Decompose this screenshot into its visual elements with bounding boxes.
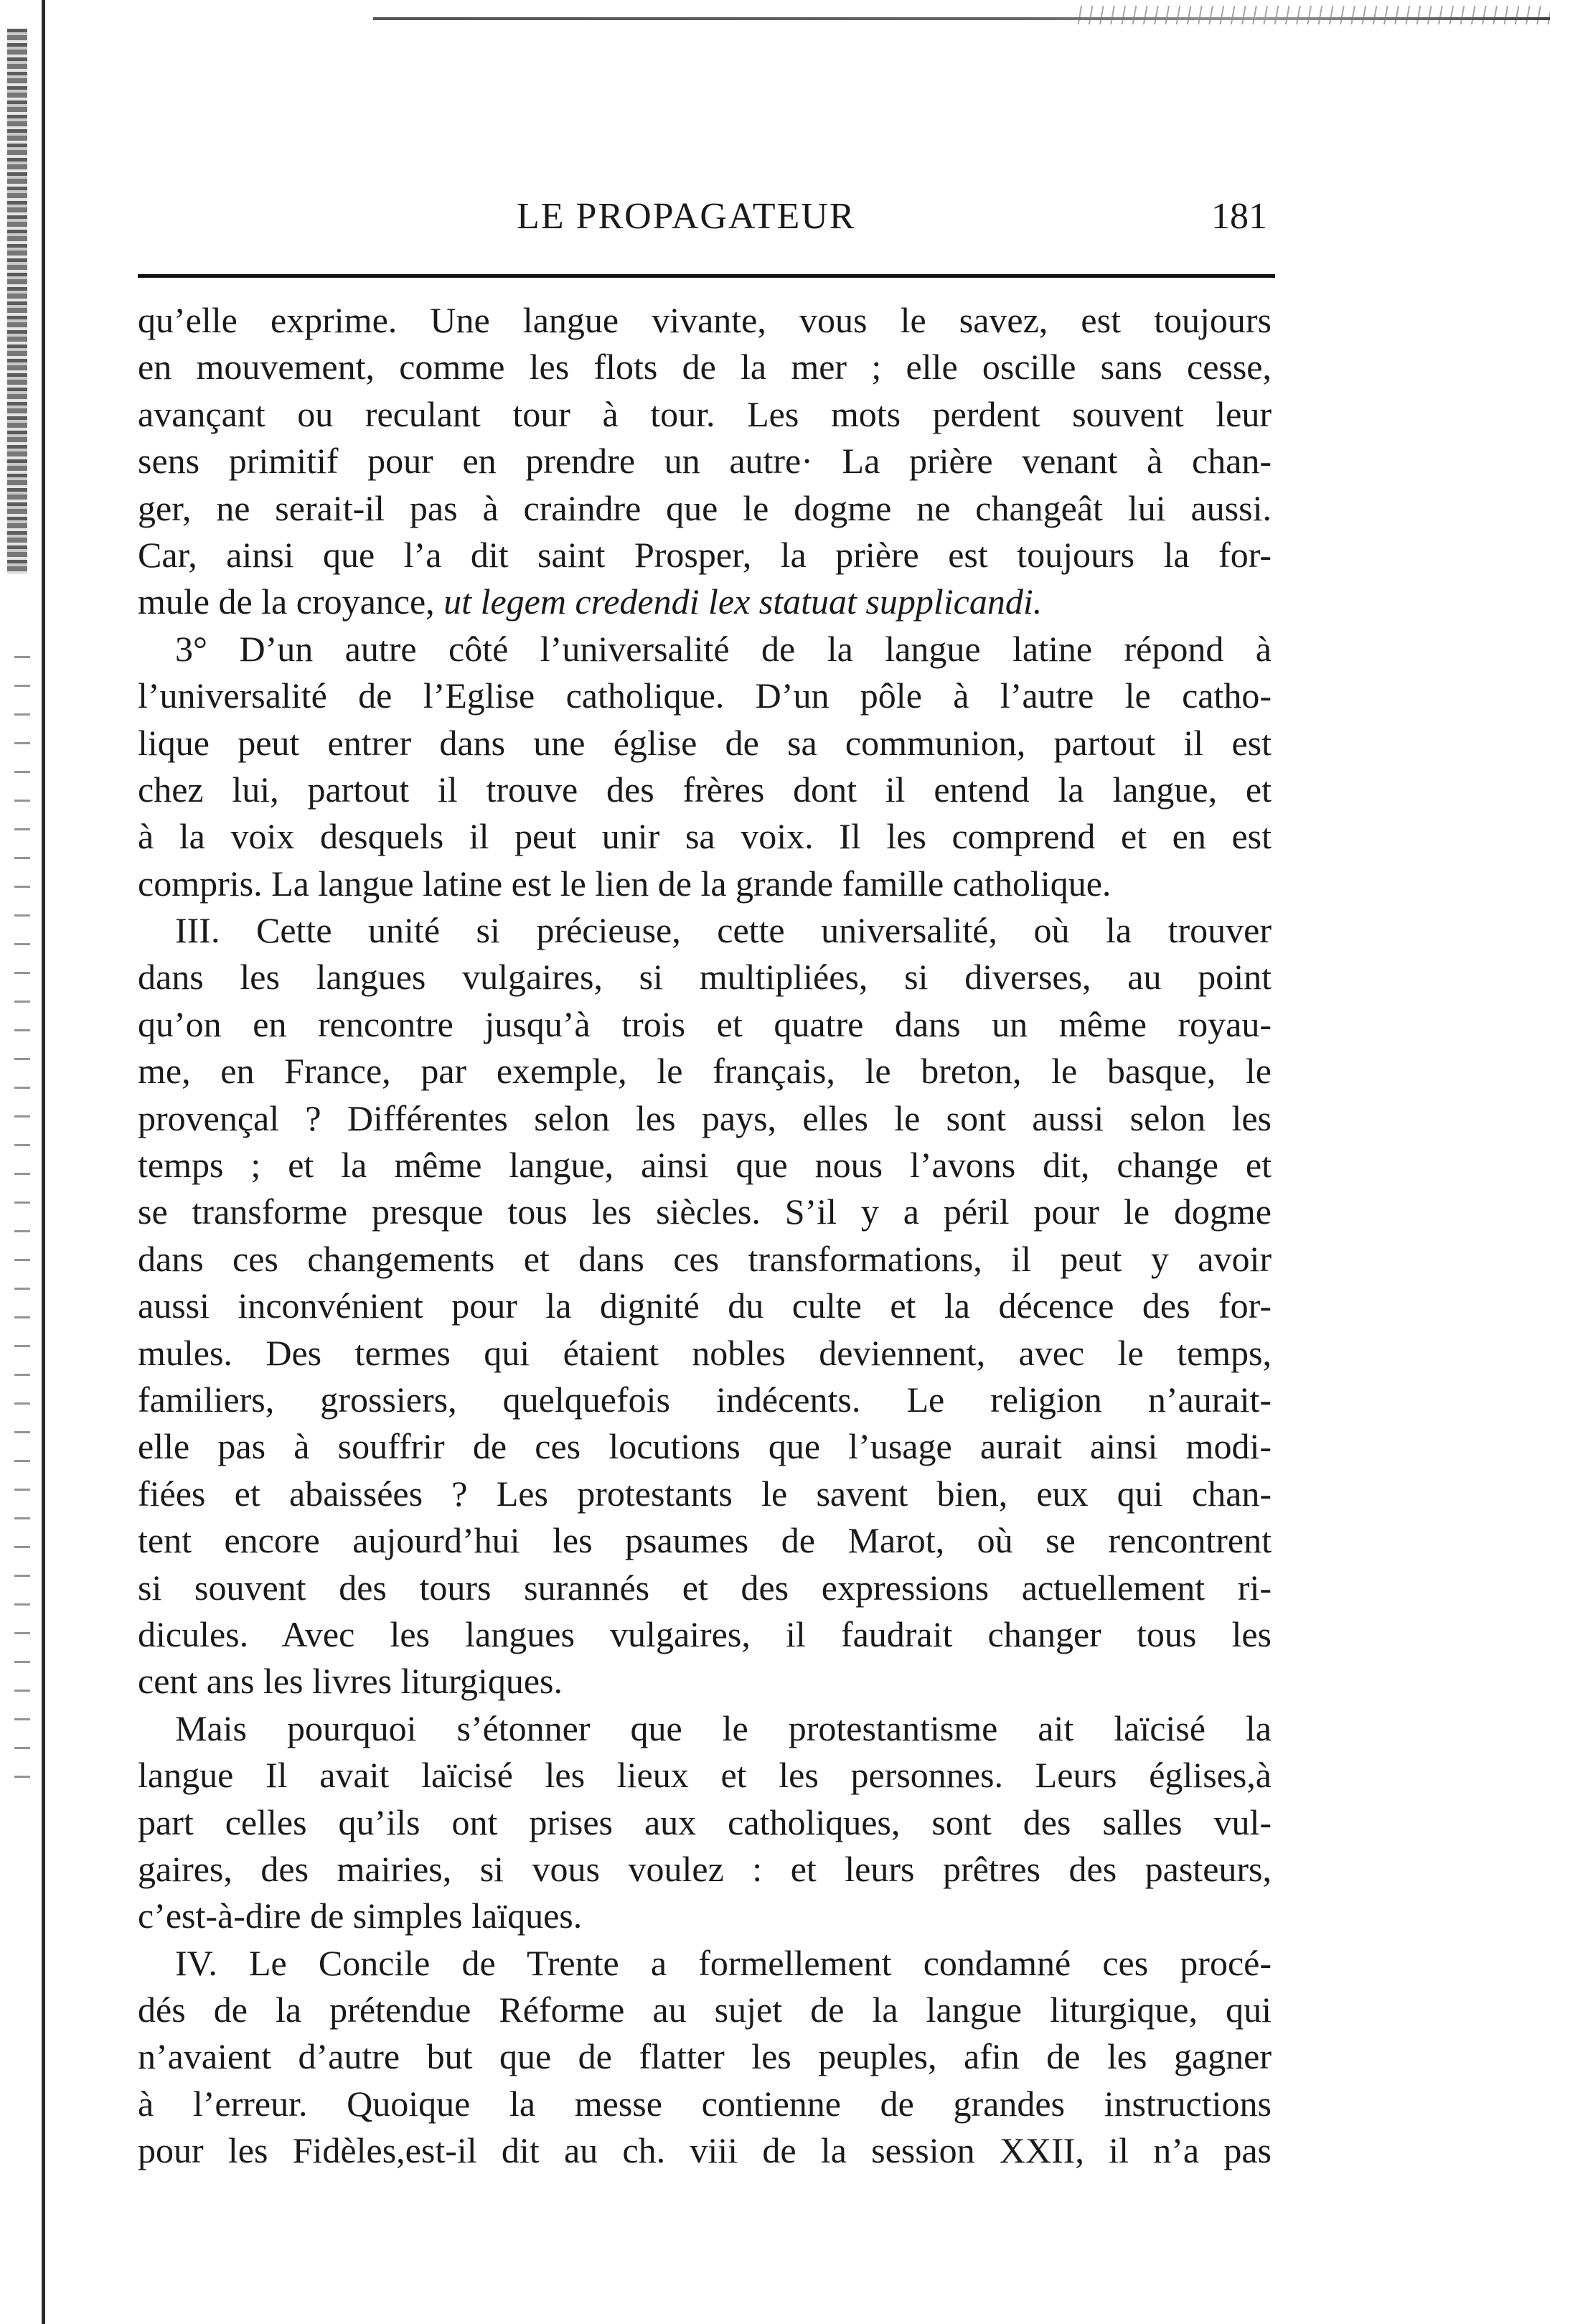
text-line-content: se transforme presque tous les siècles. S’il y a péril pour le dogme bbox=[138, 1191, 1272, 1232]
text-line bbox=[138, 1423, 1272, 1470]
text-line-content: dés de la prétendue Réforme au sujet de la langue liturgique, qui bbox=[138, 1990, 1272, 2030]
text-line-content: pour les Fidèles,est-il dit au ch. viii de la session XXII, il n’a pas bbox=[138, 2130, 1272, 2171]
text-line bbox=[138, 1565, 1272, 1611]
text-line bbox=[138, 1611, 1272, 1658]
text-line bbox=[138, 1752, 1272, 1799]
header-rule bbox=[138, 274, 1275, 278]
text-line bbox=[138, 767, 1272, 813]
text-line-content: part celles qu’ils ont prises aux catholiques, sont des salles vul- bbox=[138, 1801, 1272, 1842]
text-line bbox=[138, 2081, 1272, 2127]
text-line bbox=[138, 626, 1272, 673]
text-line bbox=[138, 1658, 1272, 1705]
text-line bbox=[138, 485, 1272, 532]
text-line-content: à la voix desquels il peut unir sa voix. Il les comprend et en est bbox=[138, 816, 1272, 857]
text-line-content: mules. Des termes qui étaient nobles deviennent, avec le temps, bbox=[138, 1332, 1272, 1373]
page-edge-line bbox=[42, 0, 45, 2324]
text-line bbox=[138, 1471, 1272, 1517]
page-number: 181 bbox=[1211, 196, 1267, 237]
text-line-content: elle pas à souffrir de ces locutions que l’usage aurait ainsi modi- bbox=[138, 1426, 1272, 1467]
text-line bbox=[138, 720, 1272, 767]
text-line-content: tent encore aujourd’hui les psaumes de Marot, où se rencontrent bbox=[138, 1520, 1272, 1561]
text-line-content: dans ces changements et dans ces transformations, il peut y avoir bbox=[138, 1238, 1272, 1279]
text-line-content: 3° D’un autre côté l’universalité de la langue latine répond à bbox=[175, 628, 1272, 669]
text-line bbox=[138, 1377, 1272, 1423]
text-line bbox=[138, 1095, 1272, 1142]
text-line-content: fiées et abaissées ? Les protestants le savent bien, eux qui chan- bbox=[138, 1473, 1272, 1514]
text-line-content: aussi inconvénient pour la dignité du culte et la décence des for- bbox=[138, 1285, 1272, 1326]
text-line-content: Mais pourquoi s’étonner que le protestantisme ait laïcisé la bbox=[175, 1707, 1272, 1748]
text-line bbox=[138, 2033, 1272, 2080]
text-line bbox=[138, 861, 1272, 907]
text-line-content: avançant ou reculant tour à tour. Les mots perdent souvent leur bbox=[138, 393, 1272, 434]
text-line-content: provençal ? Différentes selon les pays, elles le sont aussi selon les bbox=[138, 1097, 1272, 1138]
text-line bbox=[138, 1987, 1272, 2033]
text-line-content: n’avaient d’autre but que de flatter les peuples, afin de les gagner bbox=[138, 2036, 1272, 2077]
text-line bbox=[138, 391, 1272, 438]
text-line bbox=[138, 907, 1272, 954]
text-line bbox=[138, 1517, 1272, 1564]
text-line bbox=[138, 2127, 1272, 2174]
text-line-content: c’est-à-dire de simples laïques. bbox=[138, 1896, 583, 1936]
text-line bbox=[138, 1330, 1272, 1377]
body-text bbox=[138, 297, 1272, 2175]
text-line bbox=[138, 1142, 1272, 1189]
text-line-content: compris. La langue latine est le lien de la grande famille catholique. bbox=[138, 863, 1112, 904]
scan-edge-marks bbox=[14, 646, 30, 1794]
text-line bbox=[138, 438, 1272, 484]
text-line-content: dans les langues vulgaires, si multipliées, si diverses, au point bbox=[138, 957, 1272, 998]
text-line bbox=[138, 813, 1272, 860]
text-line bbox=[138, 1001, 1272, 1048]
text-line-content: me, en France, par exemple, le français, le breton, le basque, le bbox=[138, 1051, 1272, 1092]
text-line bbox=[138, 673, 1272, 719]
text-line-content: cent ans les livres liturgiques. bbox=[138, 1661, 563, 1702]
scan-rule-top bbox=[373, 17, 1550, 20]
text-line-content bbox=[138, 578, 1042, 625]
text-roman: mule de la croyance, bbox=[138, 581, 444, 622]
text-line-content: IV. Le Concile de Trente a formellement condamné ces procé- bbox=[175, 1942, 1272, 1983]
text-line-content: langue Il avait laïcisé les lieux et les personnes. Leurs églises,à bbox=[138, 1755, 1272, 1796]
text-line-content: à l’erreur. Quoique la messe contienne de grandes instructions bbox=[138, 2083, 1272, 2124]
text-line-content: III. Cette unité si précieuse, cette universalité, où la trouver bbox=[175, 910, 1272, 951]
text-line-content: chez lui, partout il trouve des frères dont il entend la langue, et bbox=[138, 769, 1272, 810]
text-line-content: gaires, des mairies, si vous voulez : et leurs prêtres des pasteurs, bbox=[138, 1848, 1272, 1889]
text-line-content: temps ; et la même langue, ainsi que nous l’avons dit, change et bbox=[138, 1145, 1272, 1186]
text-line-content: si souvent des tours surannés et des expressions actuellement ri- bbox=[138, 1567, 1272, 1608]
text-line bbox=[138, 1799, 1272, 1846]
text-line bbox=[138, 1189, 1272, 1235]
text-line-content: l’universalité de l’Eglise catholique. D’un pôle à l’autre le catho- bbox=[138, 675, 1272, 716]
text-line-content: lique peut entrer dans une église de sa communion, partout il est bbox=[138, 722, 1272, 763]
text-line-content: Car, ainsi que l’a dit saint Prosper, la prière est toujours la for- bbox=[138, 534, 1272, 575]
text-line-content: qu’elle exprime. Une langue vivante, vous le savez, est toujours bbox=[138, 300, 1272, 340]
text-line-content: qu’on en rencontre jusqu’à trois et quatre dans un même royau- bbox=[138, 1003, 1272, 1044]
text-line bbox=[138, 1940, 1272, 1987]
text-line-content: en mouvement, comme les flots de la mer ; elle oscille sans cesse, bbox=[138, 347, 1272, 388]
scan-speckle-top bbox=[1076, 6, 1550, 24]
text-line-content: sens primitif pour en prendre un autre· La prière venant à chan- bbox=[138, 441, 1272, 482]
text-line-content: ger, ne serait-il pas à craindre que le dogme ne changeât lui aussi. bbox=[138, 487, 1272, 528]
text-line bbox=[138, 954, 1272, 1001]
text-line bbox=[138, 532, 1272, 578]
text-line bbox=[138, 1846, 1272, 1893]
text-line bbox=[138, 344, 1272, 390]
text-line bbox=[138, 297, 1272, 344]
text-line bbox=[138, 578, 1272, 625]
text-line bbox=[138, 1048, 1272, 1095]
text-italic-latin: ut legem credendi lex statuat supplicandi. bbox=[443, 581, 1043, 622]
text-line-content: dicules. Avec les langues vulgaires, il faudrait changer tous les bbox=[138, 1613, 1272, 1654]
text-line bbox=[138, 1705, 1272, 1752]
text-line bbox=[138, 1893, 1272, 1939]
text-line-content: familiers, grossiers, quelquefois indécents. Le religion n’aurait- bbox=[138, 1379, 1272, 1420]
scan-binding-edge bbox=[0, 0, 50, 2324]
running-head: LE PROPAGATEUR bbox=[517, 196, 856, 237]
text-line bbox=[138, 1283, 1272, 1329]
scan-edge-texture bbox=[7, 29, 27, 574]
text-line bbox=[138, 1236, 1272, 1283]
